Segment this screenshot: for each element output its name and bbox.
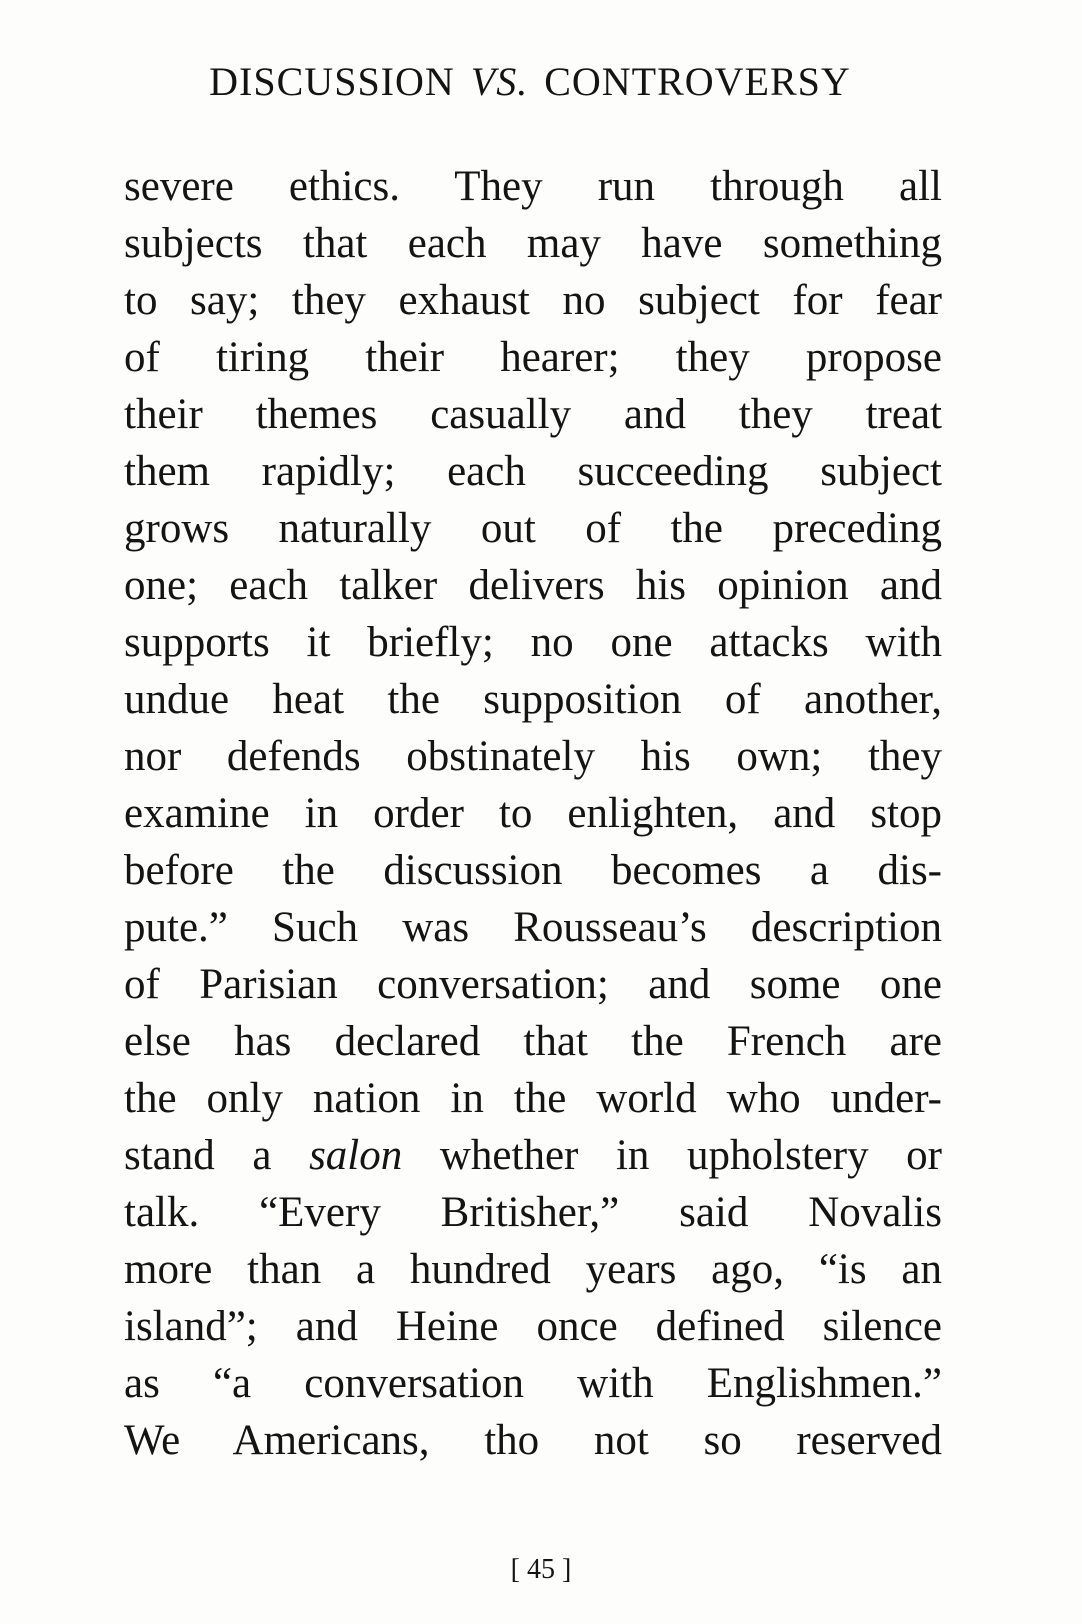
- text-line: before the discussion becomes a dis-: [124, 847, 942, 894]
- text-line: island”; and Heine once defined silence: [124, 1303, 942, 1350]
- text-line: else has declared that the French are: [124, 1018, 942, 1065]
- text-line: pute.” Such was Rousseau’s description: [124, 904, 942, 951]
- page-number: [ 45 ]: [510, 1554, 572, 1585]
- text-line: talk. “Every Britisher,” said Novalis: [124, 1189, 942, 1236]
- running-head-part3: CONTROVERSY: [544, 59, 851, 104]
- text-line: them rapidly; each succeeding subject: [124, 448, 942, 495]
- salon-italic-word: salon: [309, 1132, 403, 1179]
- text-line: more than a hundred years ago, “is an: [124, 1246, 942, 1293]
- text-line: severe ethics. They run through all: [124, 163, 942, 210]
- text-line: as “a conversation with Englishmen.”: [124, 1360, 942, 1407]
- text-line: subjects that each may have something: [124, 220, 942, 267]
- running-head-part2: VS.: [470, 59, 529, 104]
- text-line: undue heat the supposition of another,: [124, 676, 942, 723]
- text-line: of tiring their hearer; they propose: [124, 334, 942, 381]
- body-text: [124, 158, 942, 1469]
- running-head-part1: DISCUSSION: [209, 59, 455, 104]
- text-line: examine in order to enlighten, and stop: [124, 790, 942, 837]
- text-line: the only nation in the world who under-: [124, 1075, 942, 1122]
- text-line: of Parisian conversation; and some one: [124, 961, 942, 1008]
- salon-line-before: stand a: [124, 1132, 310, 1179]
- text-line: We Americans, tho not so reserved: [124, 1417, 942, 1464]
- text-line: their themes casually and they treat: [124, 391, 942, 438]
- text-line: to say; they exhaust no subject for fear: [124, 277, 942, 324]
- text-line: grows naturally out of the preceding: [124, 505, 942, 552]
- text-line: one; each talker delivers his opinion and: [124, 562, 942, 609]
- text-line: supports it briefly; no one attacks with: [124, 619, 942, 666]
- text-line: nor defends obstinately his own; they: [124, 733, 942, 780]
- running-head: [120, 59, 940, 104]
- salon-line-after: whether in upholstery or: [402, 1132, 942, 1179]
- text-line-salon: [124, 1127, 942, 1184]
